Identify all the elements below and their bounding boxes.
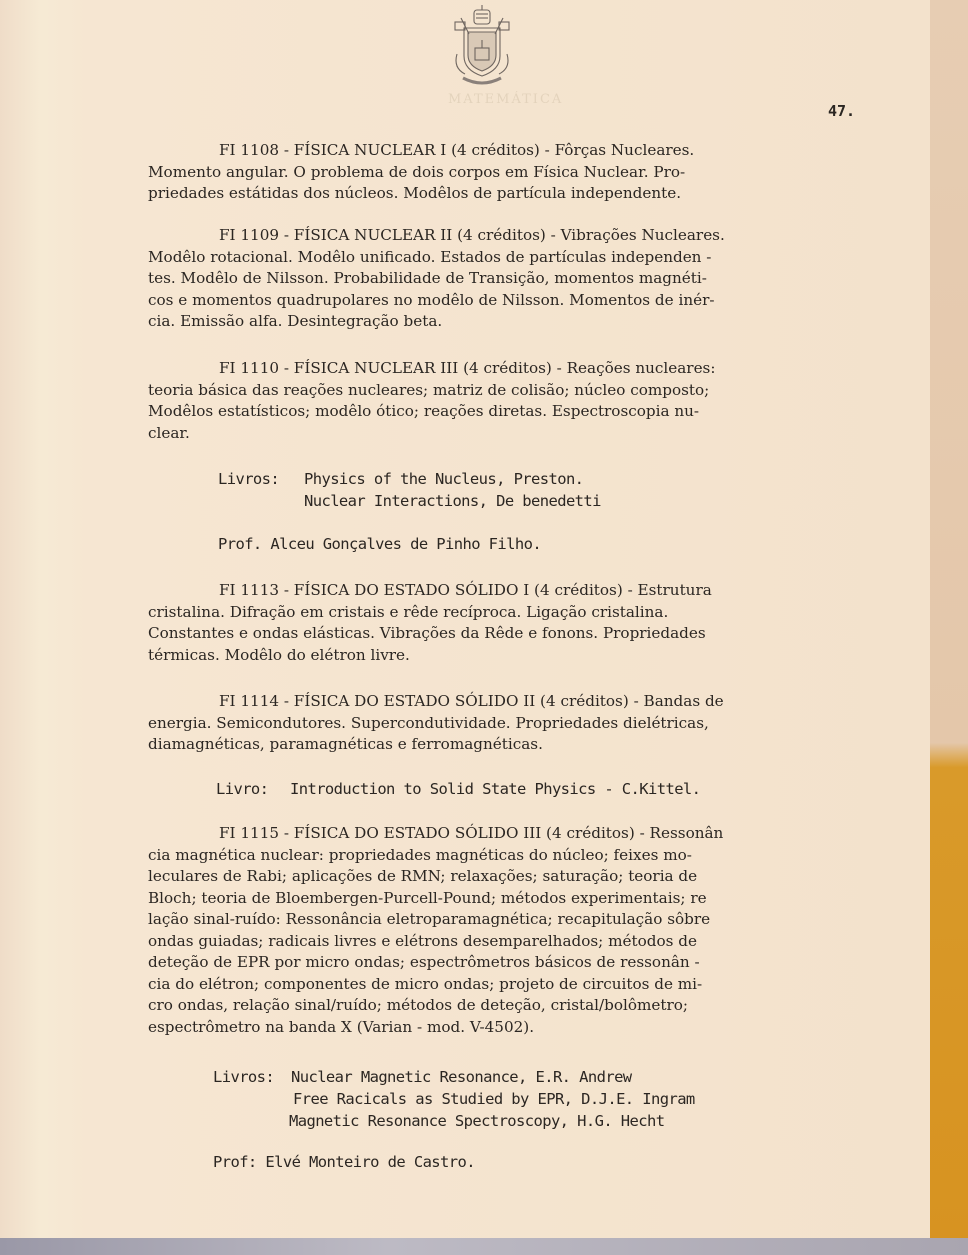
books-label: Livros:: [218, 470, 280, 488]
books-label-spacer: [218, 490, 304, 512]
paragraph-line: Modêlo rotacional. Modêlo unificado. Estados de partículas independen -: [148, 247, 712, 266]
paragraph-line: térmicas. Modêlo do elétron livre.: [148, 645, 410, 664]
paragraph-line: Modêlos estatísticos; modêlo ótico; reações diretas. Espectroscopia nu-: [148, 402, 700, 420]
book-item: Magnetic Resonance Spectroscopy, H.G. Hecht: [289, 1112, 665, 1130]
course-fi-1109: [148, 225, 860, 333]
paragraph-line: tes. Modêlo de Nilsson. Probabilidade de Transição, momentos magnéti-: [148, 269, 707, 287]
page-number: 47.: [828, 102, 856, 120]
course-fi-1115: [148, 823, 860, 1038]
book-item: Nuclear Magnetic Resonance, E.R. Andrew: [291, 1068, 632, 1086]
bleed-through-heading: MATEMÁTICA: [448, 92, 564, 107]
paragraph-line: FI 1115 - FÍSICA DO ESTADO SÓLIDO III (4 créditos) - Ressonân: [219, 824, 724, 842]
paragraph-line: teoria básica das reações nucleares; matriz de colisão; núcleo composto;: [148, 380, 710, 399]
paragraph-line: cia magnética nuclear: propriedades magnéticas do núcleo; feixes mo-: [148, 845, 692, 864]
resonance-professor: Prof: Elvé Monteiro de Castro.: [213, 1153, 475, 1171]
paragraph-line: FI 1110 - FÍSICA NUCLEAR III (4 créditos) - Reações nucleares:: [219, 359, 716, 377]
paragraph-line: FI 1114 - FÍSICA DO ESTADO SÓLIDO II (4 créditos) - Bandas de: [219, 692, 724, 710]
bottom-shadow: [0, 1238, 968, 1255]
nuclear-professor: Prof. Alceu Gonçalves de Pinho Filho.: [218, 535, 542, 553]
book-item: Physics of the Nucleus, Preston.: [304, 470, 584, 488]
paragraph-line: lação sinal-ruído: Ressonância eletroparamagnética; recapitulação sôbre: [148, 910, 711, 928]
resonance-books: [213, 1066, 695, 1132]
paragraph-line: cro ondas, relação sinal/ruído; métodos de deteção, cristal/bolômetro;: [148, 996, 689, 1014]
paragraph-line: cia do elétron; componentes de micro ondas; projeto de circuitos de mi-: [148, 974, 703, 993]
paragraph-line: cia. Emissão alfa. Desintegração beta.: [148, 312, 443, 330]
paragraph-line: Bloch; teoria de Bloembergen-Purcell-Pound; métodos experimentais; re: [148, 888, 707, 907]
nuclear-books: [218, 468, 601, 512]
university-crest-logo: [447, 4, 517, 90]
paragraph-line: diamagnéticas, paramagnéticas e ferromagnéticas.: [148, 735, 543, 753]
book-item: Introduction to Solid State Physics - C.Kittel.: [290, 780, 701, 798]
book-label: Livro:: [216, 780, 269, 798]
paragraph-line: Constantes e ondas elásticas. Vibrações da Rêde e fonons. Propriedades: [148, 624, 706, 642]
paragraph-line: priedades estátidas dos núcleos. Modêlos de partícula independente.: [148, 184, 682, 202]
books-label-spacer: [213, 1110, 289, 1132]
course-fi-1114: [148, 691, 860, 756]
paragraph-line: leculares de Rabi; aplicações de RMN; relaxações; saturação; teoria de: [148, 867, 698, 885]
paragraph-line: clear.: [148, 423, 190, 442]
paragraph-line: energia. Semicondutores. Supercondutividade. Propriedades dielétricas,: [148, 713, 709, 732]
paragraph-line: cristalina. Difração em cristais e rêde recíproca. Ligação cristalina.: [148, 602, 669, 621]
book-item: Nuclear Interactions, De benedetti: [304, 492, 601, 510]
paragraph-line: FI 1113 - FÍSICA DO ESTADO SÓLIDO I (4 créditos) - Estrutura: [219, 581, 712, 599]
paragraph-line: deteção de EPR por micro ondas; espectrômetros básicos de ressonân -: [148, 953, 700, 971]
books-label-spacer: [213, 1088, 293, 1110]
solid-state-book: [216, 778, 700, 800]
paragraph-line: FI 1109 - FÍSICA NUCLEAR II (4 créditos) - Vibrações Nucleares.: [219, 226, 725, 244]
course-fi-1108: [148, 140, 860, 205]
page-edge: [930, 0, 968, 1238]
course-fi-1113: [148, 580, 860, 666]
book-item: Free Racicals as Studied by EPR, D.J.E. Ingram: [293, 1090, 695, 1108]
paragraph-line: ondas guiadas; radicais livres e elétrons desemparelhados; métodos de: [148, 931, 697, 950]
paragraph-line: FI 1108 - FÍSICA NUCLEAR I (4 créditos) - Fôrças Nucleares.: [219, 141, 695, 159]
paragraph-line: espectrômetro na banda X (Varian - mod. V-4502).: [148, 1017, 535, 1036]
paragraph-line: cos e momentos quadrupolares no modêlo de Nilsson. Momentos de inér-: [148, 290, 715, 309]
books-label: Livros:: [213, 1068, 275, 1086]
course-fi-1110: [148, 358, 860, 444]
paragraph-line: Momento angular. O problema de dois corpos em Física Nuclear. Pro-: [148, 162, 686, 181]
